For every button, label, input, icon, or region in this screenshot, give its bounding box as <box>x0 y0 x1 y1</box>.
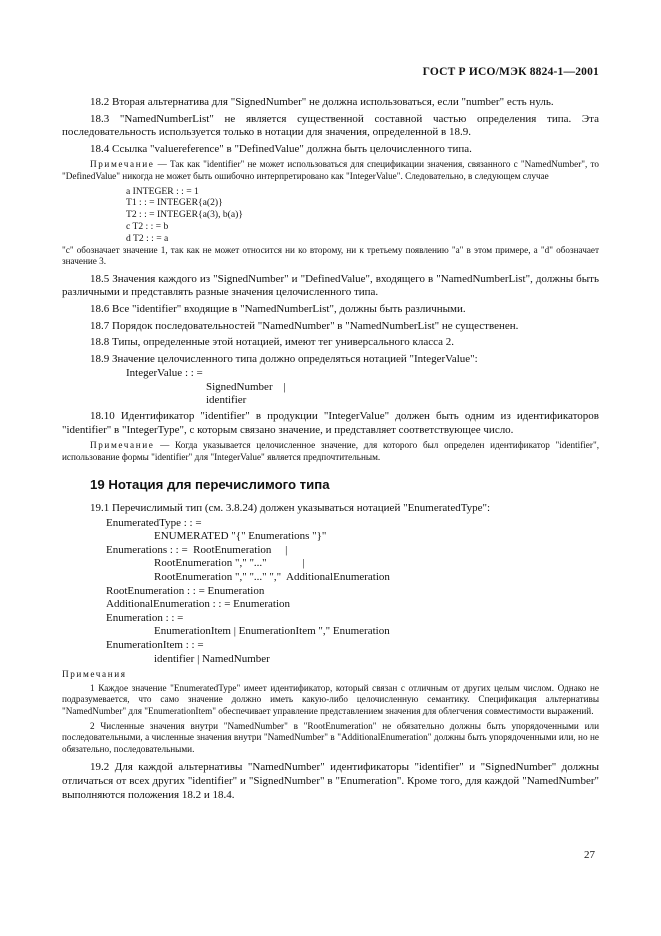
paragraph-18-8: 18.8 Типы, определенные этой нотацией, имеют тег универсального класса 2. <box>90 336 454 349</box>
grammar-line: EnumerationItem : : = <box>106 638 204 651</box>
grammar-line: ENUMERATED "{" Enumerations "}" <box>154 530 327 543</box>
paragraph-18-6: 18.6 Все "identifier" входящие в "NamedNumberList", должны быть различными. <box>90 302 466 315</box>
note-label: Примечание <box>90 159 155 170</box>
paragraph-18-3: 18.3 "NamedNumberList" не является существенной составной частью определения типа. Эта последовательность используется только в нотации для значения, определенной в 18.9. <box>62 112 599 139</box>
paragraph-18-5: 18.5 Значения каждого из "SignedNumber" и "DefinedValue", входящего в "NamedNumberList", должны быть различными и представлять разные значения целочисленного типа. <box>62 272 599 299</box>
note-1 <box>62 159 599 182</box>
grammar-line: AdditionalEnumeration : : = Enumeration <box>106 598 290 611</box>
grammar-line: SignedNumber | <box>206 380 286 393</box>
paragraph-18-4: 18.4 Ссылка "valuereference" в "DefinedValue" должна быть целочисленного типа. <box>90 142 472 155</box>
example-line: c T2 : : = b <box>126 220 169 232</box>
grammar-line: Enumeration : : = <box>106 611 184 624</box>
paragraph-18-7: 18.7 Порядок последовательностей "NamedNumber" в "NamedNumberList" не существенен. <box>90 319 519 332</box>
note-label: Примечание <box>90 440 155 451</box>
example-line: T2 : : = INTEGER{a(3), b(a)} <box>126 209 243 221</box>
example-code <box>62 186 599 245</box>
example-line: d T2 : : = a <box>126 232 169 244</box>
grammar-line: RootEnumeration "," "..." "," AdditionalEnumeration <box>154 571 390 584</box>
grammar-line: identifier <box>206 394 247 407</box>
note-text: — Когда указывается целочисленное значение, для которого был определен идентификатор "identifier", использование формы "identifier" для "IntegerValue" является предпочтительным. <box>62 440 599 462</box>
grammar-line: IntegerValue : : = <box>126 367 203 380</box>
paragraph-18-10: 18.10 Идентификатор "identifier" в продукции "IntegerValue" должен быть одним из идентификаторов "identifier" в "IntegerType", с которым связано значение, и представляет соответствующее число. <box>62 410 599 436</box>
section-19-title: 19 Нотация для перечислимого типа <box>90 477 330 493</box>
grammar-line: EnumeratedType : : = <box>106 516 202 529</box>
grammar-line: EnumerationItem | EnumerationItem "," Enumeration <box>154 625 390 638</box>
grammar-line: RootEnumeration : : = Enumeration <box>106 584 265 597</box>
note-text: — Так как "identifier" не может использоваться для спецификации значения, связанного с "NamedNumber", то "DefinedValue" никогда не может быть ошибочно интерпретировано как "IntegerValue". Следовательно, в следующем случае <box>62 159 599 181</box>
example-line: T1 : : = INTEGER{a(2)} <box>126 197 223 209</box>
paragraph-19-2: 19.2 Для каждой альтернативы "NamedNumber" идентификаторы "identifier" и "SignedNumber" должны отличаться от всех других "identifier" и "SignedNumber" в "Enumeration". Кроме того, для каждой "NamedNumber" выполняются положения 18.2 и 18.4. <box>62 761 599 801</box>
note-item-1: 1 Каждое значение "EnumeratedType" имеет идентификатор, который связан с отличным от других целым числом. Однако не подразумевается, что само значение должно иметь какую-либо целочисленную семантику. Спецификация альтернативы "NamedNumber" для "EnumerationItem" обеспечивает управление представлением значения для облегчения совместимости выражений. <box>62 682 599 716</box>
notes-label: Примечания <box>62 669 127 680</box>
grammar-line: identifier | NamedNumber <box>154 652 270 665</box>
integer-value-grammar <box>62 367 599 408</box>
page-number: 27 <box>584 849 595 861</box>
note-2 <box>62 440 599 463</box>
note-1-continuation: "c" обозначает значение 1, так как не может относится ни ко второму, ни к третьему появлению "a" в этом примере, а "d" обозначает значение 3. <box>62 244 599 267</box>
grammar-line: Enumerations : : = RootEnumeration | <box>106 543 288 556</box>
grammar-line: RootEnumeration "," "..." | <box>154 557 305 570</box>
enumerated-type-grammar <box>62 517 599 667</box>
example-line: a INTEGER : : = 1 <box>126 185 199 197</box>
paragraph-18-2: 18.2 Вторая альтернатива для "SignedNumber" не должна использоваться, если "number" есть нуль. <box>90 96 554 108</box>
note-item-2: 2 Численные значения внутри "NamedNumber" в "RootEnumeration" не обязательно должны быть упорядоченными или последовательными, а численные значения внутри "NamedNumber" в "AdditionalEnumeration" должны быть упорядоченными или, но не обязательно, последовательными. <box>62 720 599 754</box>
paragraph-19-1: 19.1 Перечислимый тип (см. 3.8.24) должен указываться нотацией "EnumeratedType": <box>90 502 491 515</box>
paragraph-18-9: 18.9 Значение целочисленного типа должно определяться нотацией "IntegerValue": <box>90 352 478 365</box>
page-body <box>62 96 599 805</box>
document-header: ГОСТ Р ИСО/МЭК 8824-1—2001 <box>422 66 599 78</box>
